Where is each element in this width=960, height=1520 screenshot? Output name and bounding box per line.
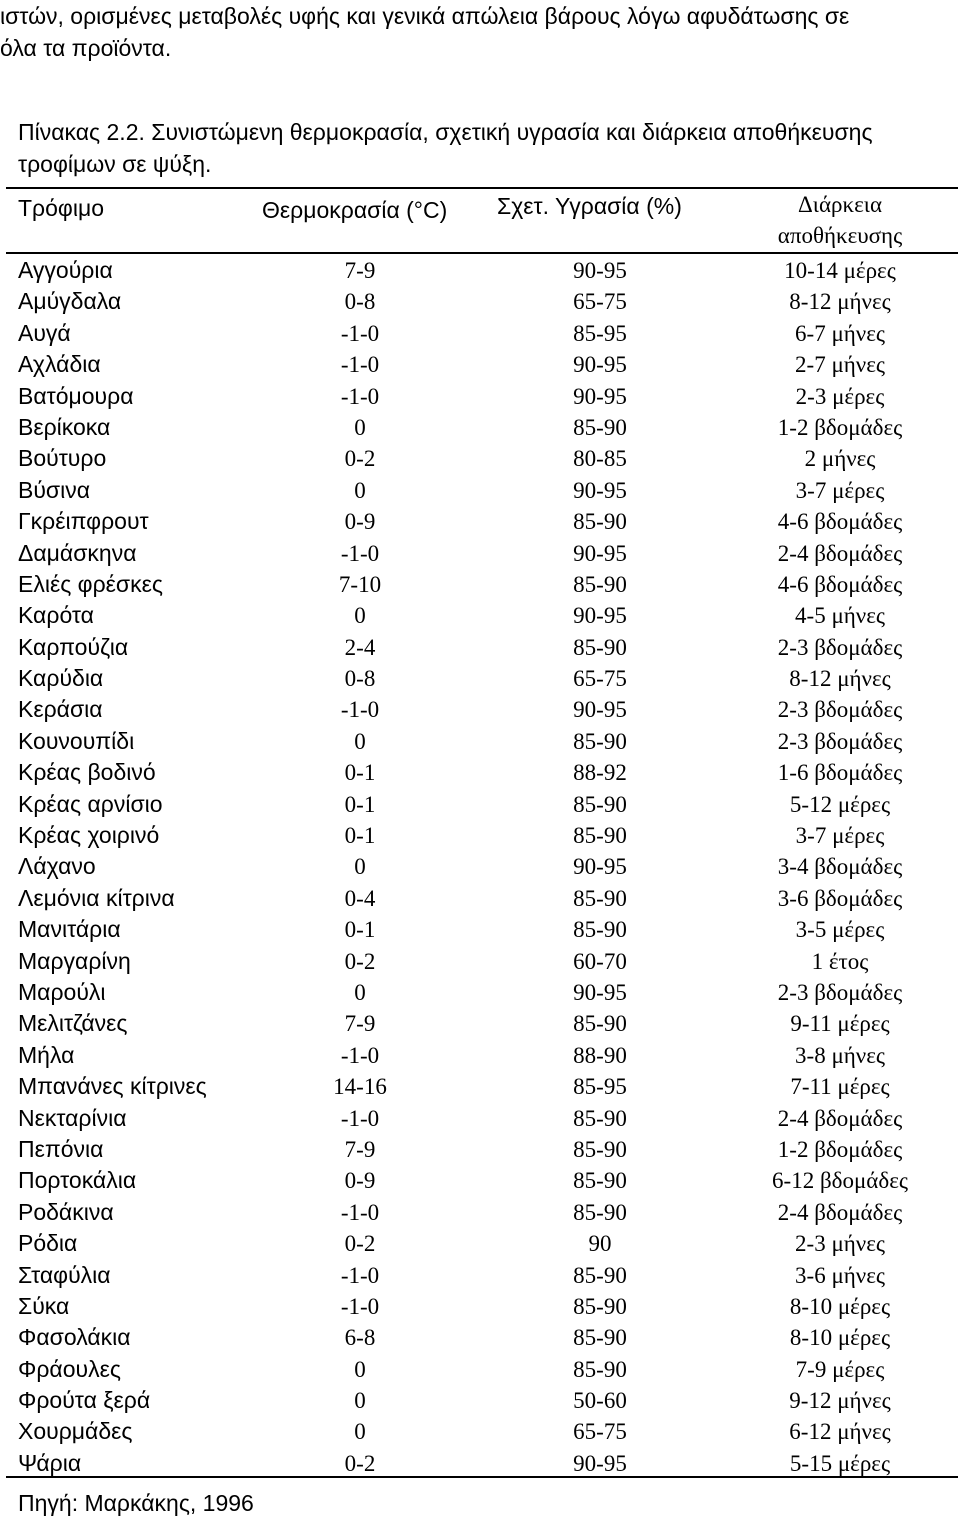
cell-duration: 3-8 μήνες <box>795 1042 885 1068</box>
cell-humidity: 90-95 <box>573 477 627 503</box>
table-bottom-rule <box>6 1476 958 1478</box>
cell-humidity: 85-90 <box>573 571 627 597</box>
table-row <box>0 820 960 851</box>
cell-humidity: 65-75 <box>573 1419 627 1445</box>
cell-duration: 8-12 μήνες <box>789 666 891 692</box>
caption-line-1: Πίνακας 2.2. Συνιστώμενη θερμοκρασία, σχετική υγρασία και διάρκεια αποθήκευσης <box>18 119 873 145</box>
cell-humidity: 85-90 <box>573 1262 627 1288</box>
cell-food: Σύκα <box>18 1292 70 1319</box>
table-row <box>0 1354 960 1385</box>
table-row <box>0 694 960 725</box>
cell-humidity: 85-90 <box>573 1105 627 1131</box>
cell-humidity: 85-90 <box>573 1356 627 1382</box>
cell-temperature: 0-1 <box>344 760 376 786</box>
cell-food: Ροδάκινα <box>18 1198 114 1225</box>
cell-humidity: 88-92 <box>573 760 627 786</box>
cell-humidity: 90-95 <box>573 352 627 378</box>
cell-food: Λάχανο <box>18 853 96 880</box>
intro-paragraph <box>0 0 960 64</box>
cell-temperature: 6-8 <box>344 1325 376 1351</box>
cell-duration: 8-10 μέρες <box>789 1293 891 1319</box>
cell-temperature: 7-9 <box>344 1136 376 1162</box>
table-row <box>0 1322 960 1353</box>
cell-humidity: 65-75 <box>573 666 627 692</box>
cell-food: Καρύδια <box>18 665 104 692</box>
cell-food: Νεκταρίνια <box>18 1104 127 1131</box>
cell-temperature: 0 <box>354 854 366 880</box>
cell-humidity: 85-90 <box>573 634 627 660</box>
cell-humidity: 90-95 <box>573 697 627 723</box>
cell-duration: 1-2 βδομάδες <box>777 414 903 440</box>
cell-duration: 1-6 βδομάδες <box>777 760 903 786</box>
cell-food: Ρόδια <box>18 1230 78 1257</box>
table-row <box>0 1260 960 1291</box>
cell-temperature: 7-10 <box>338 571 382 597</box>
table-row <box>0 349 960 380</box>
cell-temperature: 14-16 <box>333 1074 387 1100</box>
cell-food: Δαμάσκηνα <box>18 539 137 566</box>
cell-humidity: 85-90 <box>573 728 627 754</box>
table-row <box>0 569 960 600</box>
cell-duration: 6-7 μήνες <box>795 320 885 346</box>
cell-duration: 4-6 βδομάδες <box>777 571 903 597</box>
cell-duration: 3-6 βδομάδες <box>777 885 903 911</box>
cell-temperature: -1-0 <box>340 1105 380 1131</box>
cell-food: Μαρούλι <box>18 978 106 1005</box>
cell-duration: 3-7 μέρες <box>795 823 885 849</box>
cell-humidity: 85-90 <box>573 1168 627 1194</box>
cell-food: Βύσινα <box>18 476 91 503</box>
cell-temperature: -1-0 <box>340 383 380 409</box>
cell-duration: 3-4 βδομάδες <box>777 854 903 880</box>
cell-duration: 9-12 μήνες <box>789 1388 891 1414</box>
cell-food: Κεράσια <box>18 696 103 723</box>
cell-temperature: 0 <box>354 414 366 440</box>
cell-food: Σταφύλια <box>18 1261 111 1288</box>
cell-humidity: 85-90 <box>573 917 627 943</box>
table-row <box>0 286 960 317</box>
cell-humidity: 85-90 <box>573 791 627 817</box>
table-row <box>0 1385 960 1416</box>
cell-humidity: 50-60 <box>573 1388 627 1414</box>
cell-humidity: 90-95 <box>573 603 627 629</box>
table-row <box>0 538 960 569</box>
header-food: Τρόφιμο <box>18 195 104 221</box>
cell-humidity: 85-95 <box>573 320 627 346</box>
cell-humidity: 90-95 <box>573 854 627 880</box>
cell-duration: 8-12 μήνες <box>789 289 891 315</box>
cell-temperature: 0 <box>354 1419 366 1445</box>
source-note: Πηγή: Μαρκάκης, 1996 <box>18 1490 254 1516</box>
cell-food: Βερίκοκα <box>18 413 111 440</box>
cell-duration: 4-6 βδομάδες <box>777 509 903 535</box>
cell-temperature: 7-9 <box>344 258 376 283</box>
cell-food: Μελιτζάνες <box>18 1010 128 1037</box>
cell-food: Καρότα <box>18 602 94 629</box>
cell-temperature: 0-2 <box>344 446 376 472</box>
cell-duration: 2-4 βδομάδες <box>777 1105 903 1131</box>
cell-food: Κρέας χοιρινό <box>18 822 160 849</box>
cell-temperature: 0 <box>354 1388 366 1414</box>
cell-temperature: -1-0 <box>340 697 380 723</box>
cell-temperature: 0-2 <box>344 1450 376 1476</box>
header-duration-line-2: αποθήκευσης <box>777 223 903 248</box>
cell-food: Ψάρια <box>18 1449 82 1476</box>
cell-food: Κουνουπίδι <box>18 727 135 754</box>
cell-humidity: 65-75 <box>573 289 627 315</box>
table-row <box>0 600 960 631</box>
cell-temperature: -1-0 <box>340 540 380 566</box>
cell-temperature: 0-8 <box>344 666 376 692</box>
cell-food: Αχλάδια <box>18 351 101 378</box>
header-temperature: Θερμοκρασία (°C) <box>262 197 448 223</box>
cell-duration: 2-3 βδομάδες <box>777 728 903 754</box>
cell-temperature: -1-0 <box>340 320 380 346</box>
cell-food: Χουρμάδες <box>18 1418 133 1445</box>
table-row <box>0 1008 960 1039</box>
table-row <box>0 318 960 349</box>
cell-humidity: 85-90 <box>573 885 627 911</box>
cell-temperature: 2-4 <box>344 634 376 660</box>
table-row <box>0 1040 960 1071</box>
cell-food: Κρέας βοδινό <box>18 759 156 786</box>
cell-temperature: 0 <box>354 728 366 754</box>
cell-food: Πεπόνια <box>18 1135 104 1162</box>
cell-food: Βατόμουρα <box>18 382 134 409</box>
cell-duration: 2-3 βδομάδες <box>777 979 903 1005</box>
cell-temperature: -1-0 <box>340 1199 380 1225</box>
cell-duration: 5-15 μέρες <box>789 1450 891 1476</box>
table-row <box>0 1228 960 1259</box>
cell-duration: 2 μήνες <box>804 446 876 472</box>
cell-food: Φρούτα ξερά <box>18 1387 151 1414</box>
table-row <box>0 914 960 945</box>
cell-temperature: -1-0 <box>340 352 380 378</box>
cell-duration: 2-3 βδομάδες <box>777 634 903 660</box>
cell-food: Βούτυρο <box>18 445 107 472</box>
cell-humidity: 60-70 <box>573 948 627 974</box>
table-row <box>0 851 960 882</box>
cell-humidity: 90-95 <box>573 1450 627 1476</box>
table-row <box>0 412 960 443</box>
cell-humidity: 90-95 <box>573 383 627 409</box>
cell-humidity: 85-90 <box>573 1011 627 1037</box>
cell-temperature: 0 <box>354 477 366 503</box>
table-row <box>0 1416 960 1447</box>
caption-line-2: τροφίμων σε ψύξη. <box>18 151 212 177</box>
table-row <box>0 946 960 977</box>
cell-temperature: 0-2 <box>344 948 376 974</box>
cell-temperature: -1-0 <box>340 1293 380 1319</box>
cell-temperature: 0-9 <box>344 1168 376 1194</box>
table-row <box>0 1134 960 1165</box>
cell-duration: 2-3 βδομάδες <box>777 697 903 723</box>
header-duration-line-1: Διάρκεια <box>798 192 882 217</box>
table-caption <box>18 116 958 180</box>
header-humidity: Σχετ. Υγρασία (%) <box>497 193 682 219</box>
cell-temperature: 0 <box>354 979 366 1005</box>
cell-duration: 1 έτος <box>811 948 869 974</box>
table-body <box>0 255 960 1479</box>
cell-humidity: 85-95 <box>573 1074 627 1100</box>
cell-duration: 4-5 μήνες <box>795 603 885 629</box>
table-row <box>0 977 960 1008</box>
cell-temperature: 0-1 <box>344 917 376 943</box>
cell-duration: 3-6 μήνες <box>795 1262 885 1288</box>
cell-duration: 2-4 βδομάδες <box>777 1199 903 1225</box>
cell-food: Φράουλες <box>18 1355 121 1382</box>
cell-duration: 7-9 μέρες <box>795 1356 885 1382</box>
intro-line-2: όλα τα προϊόντα. <box>0 35 172 61</box>
cell-temperature: 0-1 <box>344 823 376 849</box>
table-row <box>0 632 960 663</box>
cell-temperature: 0 <box>354 603 366 629</box>
cell-humidity: 85-90 <box>573 414 627 440</box>
cell-humidity: 85-90 <box>573 1325 627 1351</box>
table-row <box>0 789 960 820</box>
cell-duration: 3-7 μέρες <box>795 477 885 503</box>
cell-humidity: 80-85 <box>573 446 627 472</box>
table-row <box>0 1291 960 1322</box>
cell-food: Μαργαρίνη <box>18 947 131 974</box>
cell-duration: 3-5 μέρες <box>795 917 885 943</box>
cell-duration: 10-14 μέρες <box>784 258 896 283</box>
cell-duration: 6-12 βδομάδες <box>772 1168 908 1194</box>
table-row <box>0 726 960 757</box>
cell-duration: 5-12 μέρες <box>789 791 891 817</box>
cell-humidity: 90-95 <box>573 258 627 283</box>
cell-temperature: -1-0 <box>340 1042 380 1068</box>
cell-food: Λεμόνια κίτρινα <box>18 884 175 911</box>
cell-temperature: 0-9 <box>344 509 376 535</box>
cell-food: Ελιές φρέσκες <box>18 570 163 597</box>
cell-temperature: 7-9 <box>344 1011 376 1037</box>
cell-food: Μήλα <box>18 1041 75 1068</box>
table-row <box>0 663 960 694</box>
cell-humidity: 90-95 <box>573 979 627 1005</box>
cell-duration: 7-11 μέρες <box>790 1074 890 1100</box>
table-row <box>0 255 960 286</box>
table-row <box>0 1103 960 1134</box>
cell-temperature: 0-4 <box>344 885 376 911</box>
cell-food: Μανιτάρια <box>18 916 121 943</box>
cell-temperature: -1-0 <box>340 1262 380 1288</box>
table-row <box>0 1071 960 1102</box>
cell-food: Μπανάνες κίτρινες <box>18 1073 207 1100</box>
cell-duration: 1-2 βδομάδες <box>777 1136 903 1162</box>
cell-food: Αυγά <box>18 319 71 346</box>
cell-food: Καρπούζια <box>18 633 129 660</box>
cell-duration: 9-11 μέρες <box>790 1011 890 1037</box>
table-row <box>0 381 960 412</box>
cell-humidity: 88-90 <box>573 1042 627 1068</box>
cell-duration: 8-10 μέρες <box>789 1325 891 1351</box>
table-row <box>0 883 960 914</box>
cell-food: Αμύγδαλα <box>18 288 122 315</box>
table-row <box>0 1165 960 1196</box>
cell-duration: 2-7 μήνες <box>795 352 885 378</box>
cell-food: Πορτοκάλια <box>18 1167 137 1194</box>
cell-food: Αγγούρια <box>18 257 113 283</box>
cell-humidity: 90-95 <box>573 540 627 566</box>
cell-temperature: 0 <box>354 1356 366 1382</box>
table-header <box>0 189 960 251</box>
intro-line-1: ιστών, ορισμένες μεταβολές υφής και γενικά απώλεια βάρους λόγω αφυδάτωσης σε <box>0 3 850 29</box>
cell-duration: 6-12 μήνες <box>789 1419 891 1445</box>
cell-humidity: 90 <box>588 1231 612 1257</box>
cell-duration: 2-3 μήνες <box>795 1231 885 1257</box>
table-header-rule <box>6 252 958 254</box>
table-row <box>0 475 960 506</box>
cell-duration: 2-4 βδομάδες <box>777 540 903 566</box>
cell-food: Κρέας αρνίσιο <box>18 790 163 817</box>
table-row <box>0 506 960 537</box>
cell-humidity: 85-90 <box>573 1199 627 1225</box>
cell-temperature: 0-1 <box>344 791 376 817</box>
cell-humidity: 85-90 <box>573 823 627 849</box>
table-row <box>0 443 960 474</box>
cell-temperature: 0-8 <box>344 289 376 315</box>
table-row <box>0 1197 960 1228</box>
cell-food: Φασολάκια <box>18 1324 131 1351</box>
cell-humidity: 85-90 <box>573 1136 627 1162</box>
cell-duration: 2-3 μέρες <box>795 383 885 409</box>
table-row <box>0 757 960 788</box>
cell-humidity: 85-90 <box>573 509 627 535</box>
cell-temperature: 0-2 <box>344 1231 376 1257</box>
table-row <box>0 1448 960 1479</box>
header-duration <box>740 189 940 251</box>
cell-humidity: 85-90 <box>573 1293 627 1319</box>
cell-food: Γκρέιπφρουτ <box>18 508 149 535</box>
